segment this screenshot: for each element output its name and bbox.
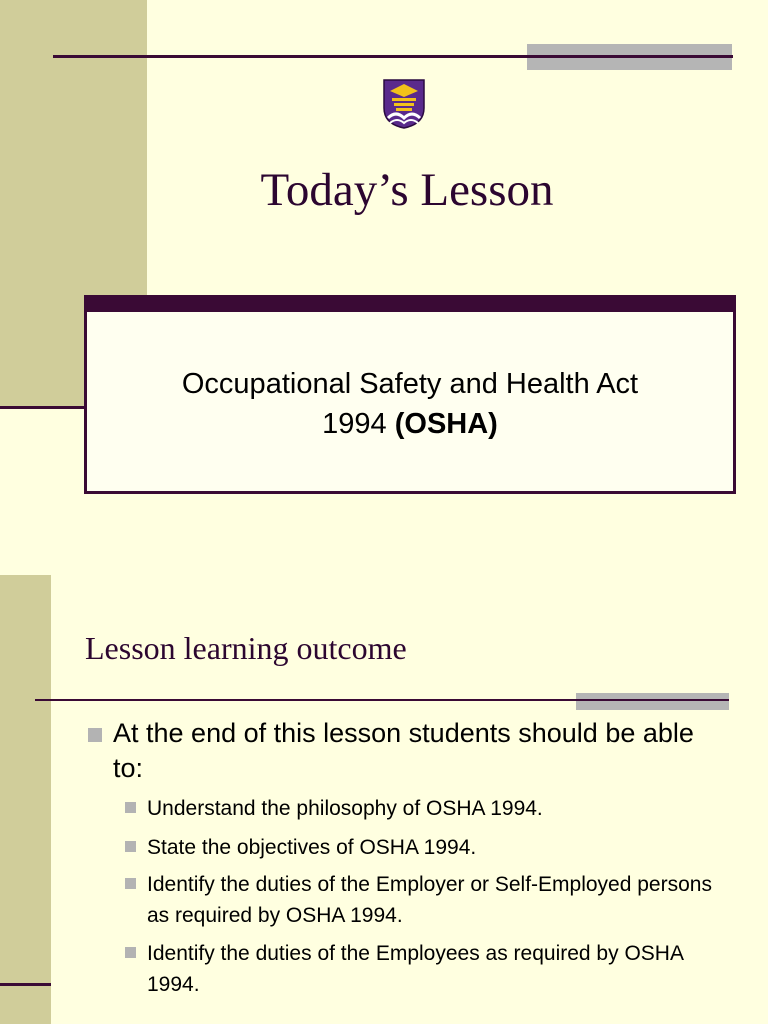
slide-title: Today’s Lesson xyxy=(260,164,554,216)
top-accent-bar xyxy=(527,44,732,70)
box-header-bar xyxy=(84,295,736,313)
sidebar-panel xyxy=(0,575,51,1024)
university-crest-icon xyxy=(382,78,426,130)
subtitle-text xyxy=(87,364,733,444)
sidebar-divider xyxy=(0,406,85,409)
subtitle-line-1: Occupational Safety and Health Act xyxy=(181,368,639,400)
square-bullet-icon xyxy=(125,947,136,958)
square-bullet-icon xyxy=(125,802,136,813)
sub-bullet: Understand the philosophy of OSHA 1994. xyxy=(147,797,543,820)
title-accent-bar xyxy=(576,693,729,710)
subtitle-line-2 xyxy=(87,404,733,444)
sub-bullet: Identify the duties of the Employees as required by OSHA 1994. xyxy=(147,942,683,996)
sidebar-divider xyxy=(0,983,51,986)
slide-2 xyxy=(0,548,768,1024)
slide-title: Lesson learning outcome xyxy=(85,630,407,666)
sub-bullet: State the objectives of OSHA 1994. xyxy=(147,836,477,859)
square-bullet-icon xyxy=(125,841,136,852)
subtitle-box xyxy=(84,312,736,494)
square-bullet-icon xyxy=(125,878,136,889)
sub-bullet: Identify the duties of the Employer or Self-Employed persons as required by OSHA 1994. xyxy=(147,873,712,927)
main-bullet: At the end of this lesson students should be able to: xyxy=(113,718,694,783)
subtitle-acronym: (OSHA) xyxy=(394,408,498,440)
subtitle-year: 1994 xyxy=(322,408,395,440)
square-bullet-icon xyxy=(88,728,102,742)
